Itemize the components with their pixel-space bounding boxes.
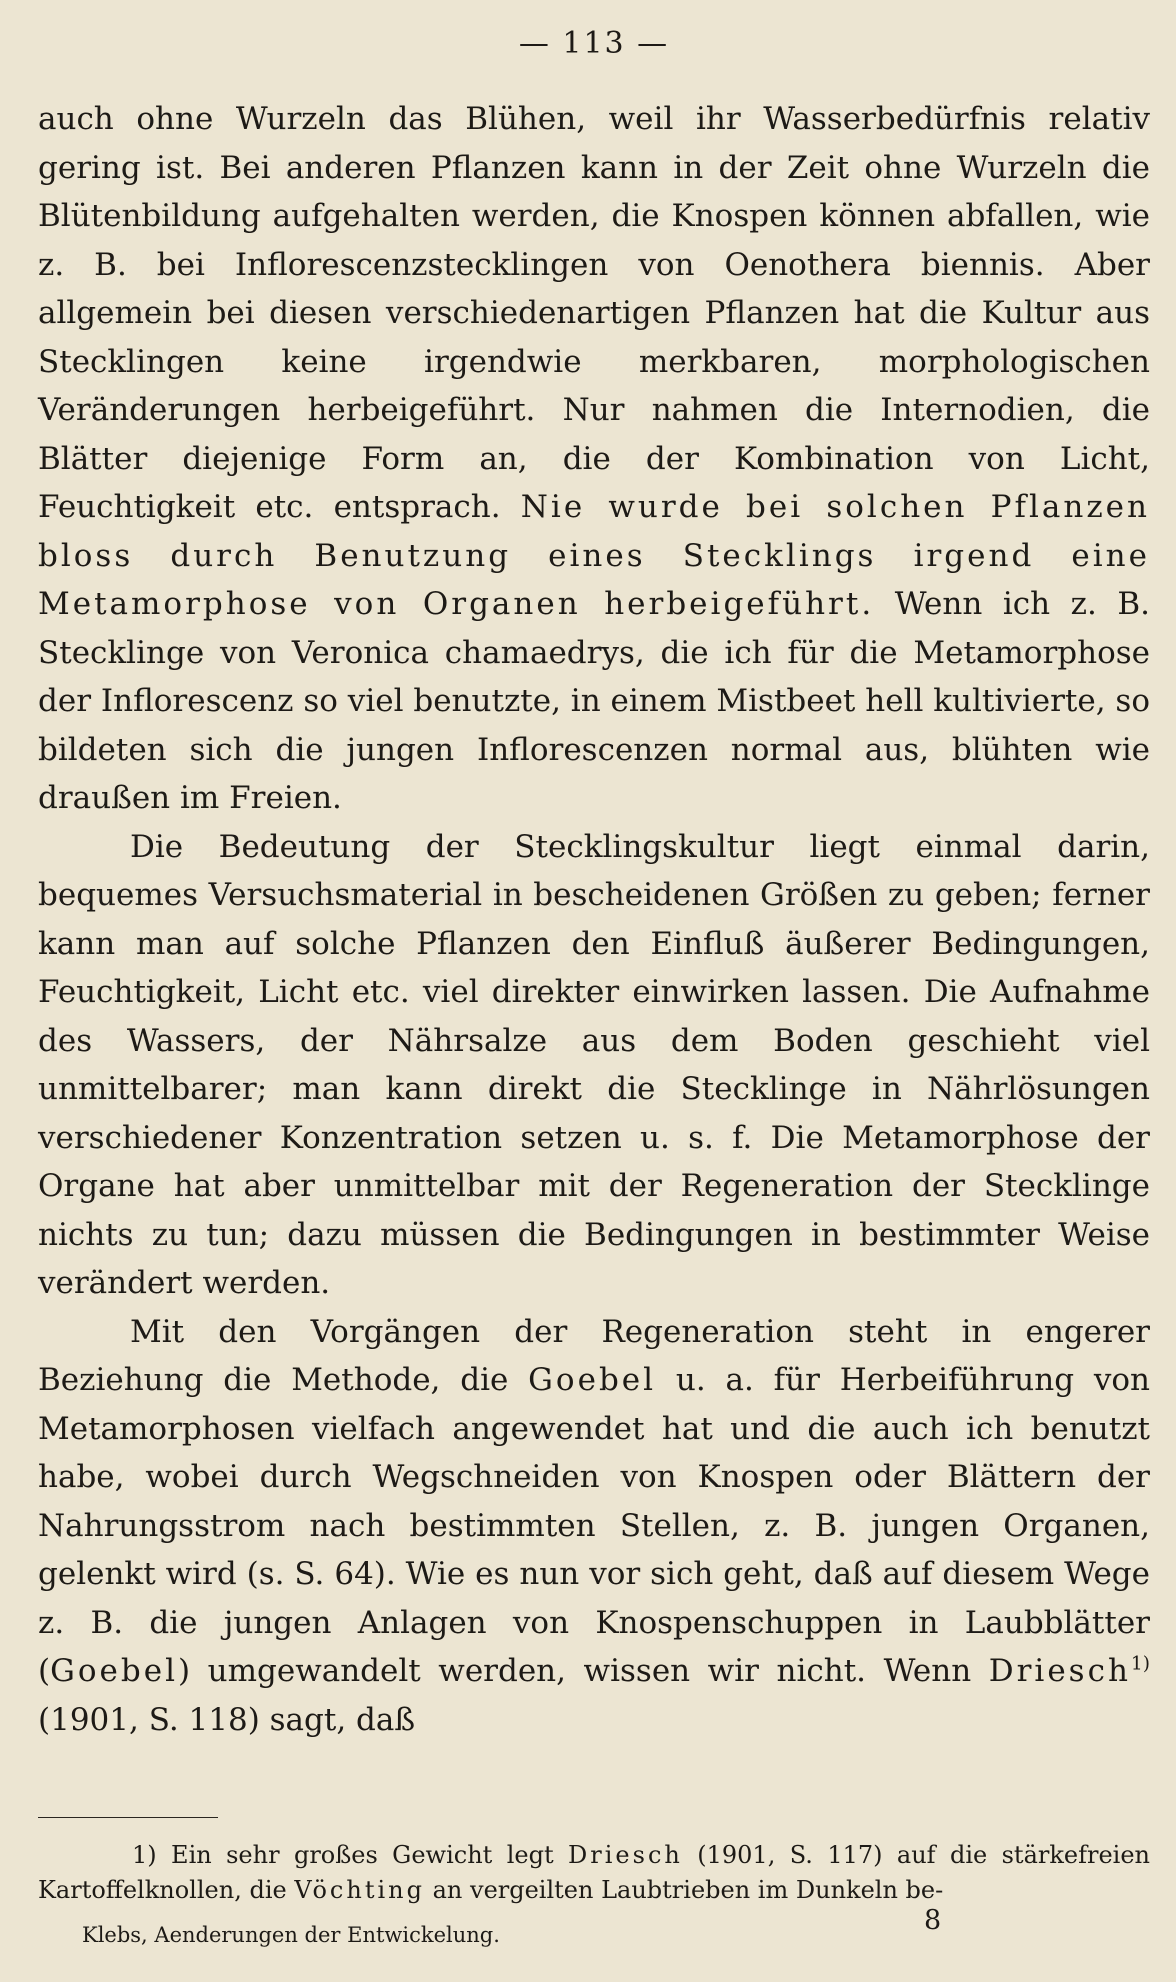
book-page: [38, 0, 1150, 1982]
paragraph-1-text: auch ohne Wurzeln das Blühen, weil ihr Wasserbedürfnis relativ gering ist. Bei anderen Pflanzen kann in der Zeit ohne Wurzeln die Blütenbildung aufgehalten werden, die Knospen können abfallen, wie z. B. bei Inflorescenzstecklingen von Oenothera biennis. Aber allgemein bei diesen verschiedenartigen Pflanzen hat die Kultur aus Stecklingen keine irgendwie merkbaren, morphologischen Veränderungen herbeigeführt. Nur nahmen die Internodien, die Blätter diejenige Form an, die der Kombination von Licht, Feuchtigkeit etc. entsprach.: [38, 101, 1150, 525]
paragraph-1: [38, 95, 1150, 823]
paragraph-1-text-2: Wenn ich z. B. Stecklinge von Veronica chamaedrys, die ich für die Metamorphose der Inflorescenz so viel benutzte, in einem Mistbeet hell kultivierte, so bildeten sich die jungen Inflorescenzen normal aus, blühten wie draußen im Freien.: [38, 586, 1150, 816]
body-text: [38, 95, 1150, 1744]
paragraph-3: [38, 1308, 1150, 1745]
author-name-driesch: Driesch: [988, 1653, 1131, 1689]
sheet-number: 8: [924, 1905, 942, 1936]
paragraph-2: [38, 823, 1150, 1308]
footnote-text-b: (1901, S. 117) auf die stärkefreien Kartoffelknollen, die: [38, 1841, 1150, 1904]
footnote-text-c: an vergeilten Laubtrieben im Dunkeln be-: [432, 1876, 944, 1904]
paragraph-3-text-c: ) umgewandelt werden, wissen wir nicht. Wenn: [178, 1653, 972, 1689]
paragraph-2-text: Die Bedeutung der Stecklingskultur liegt einmal darin, bequemes Versuchsmaterial in bescheidenen Größen zu geben; ferner kann man auf solche Pflanzen den Einfluß äußerer Bedingungen, Feuchtigkeit, Licht etc. viel direkter einwirken lassen. Die Aufnahme des Wassers, der Nährsalze aus dem Boden geschieht viel unmittelbarer; man kann direkt die Stecklinge in Nährlösungen verschiedener Konzentration setzen u. s. f. Die Metamorphose der Organe hat aber unmittelbar mit der Regeneration der Stecklinge nichts zu tun; dazu müssen die Bedingungen in bestimmter Weise verändert werden.: [38, 828, 1150, 1301]
footnote-reference: 1): [1130, 1653, 1151, 1675]
paragraph-3-text-b: u. a. für Herbeiführung von Metamorphosen vielfach angewendet hat und die auch ich benutzt habe, wobei durch Wegschneiden von Knospen oder Blättern der Nahrungsstrom nach bestimmten Stellen, z. B. jungen Organen, gelenkt wird (s. S. 64). Wie es nun vor sich geht, daß auf diesem Wege z. B. die jungen Anlagen von Knospenschuppen in Laubblätter (: [38, 1362, 1151, 1689]
signature-line: [38, 1905, 1150, 1945]
author-name-goebel: Goebel: [528, 1362, 657, 1398]
footnote-author-voechting: Vöchting: [294, 1876, 425, 1904]
author-name-goebel-2: Goebel: [50, 1653, 178, 1689]
page-number: — 113 —: [518, 26, 670, 61]
paragraph-3-text-a: Mit den Vorgängen der Regeneration steht in engerer Beziehung die Methode, die: [38, 1313, 1150, 1398]
footnote-divider: [38, 1817, 218, 1818]
footnote: [38, 1838, 1150, 1908]
footnote-author-driesch: Driesch: [568, 1841, 683, 1869]
paragraph-1-emphasis: Nie wurde bei solchen Pflanzen bloss durch Benutzung eines Stecklings irgend eine Metamorphose von Organen herbeigeführt.: [38, 489, 1150, 622]
footnote-mark: 1): [132, 1841, 157, 1869]
footnote-text-a: Ein sehr großes Gewicht legt: [171, 1841, 554, 1869]
printer-signature: Klebs, Aenderungen der Entwickelung.: [82, 1923, 500, 1947]
paragraph-3-text-d: (1901, S. 118) sagt, daß: [38, 1701, 416, 1738]
